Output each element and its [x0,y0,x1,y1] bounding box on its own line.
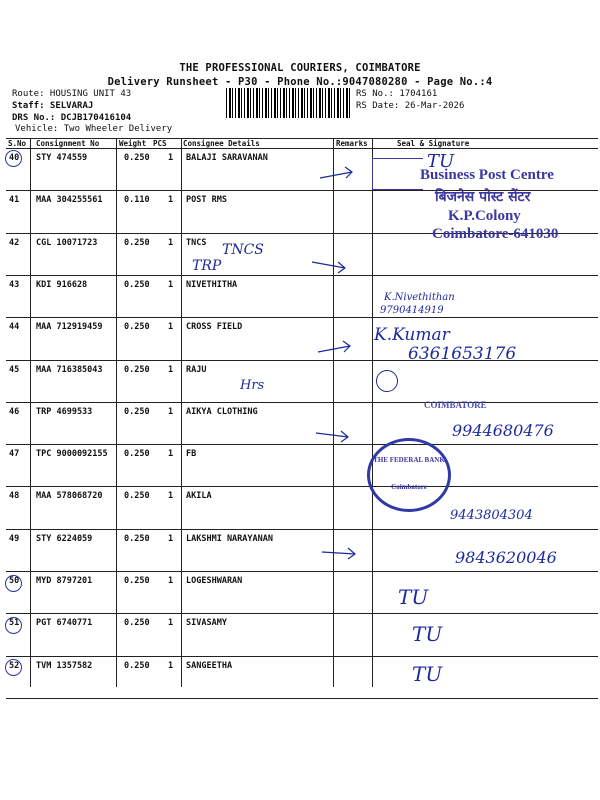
cell-consignee: POST RMS [186,195,227,206]
cell-consignment: MAA 578068720 [36,491,103,502]
row45-mark [376,370,398,392]
cell-weight: 0.250 [124,660,150,671]
sno-circle [5,575,22,592]
cell-weight: 0.250 [124,237,150,248]
cell-weight: 0.250 [124,364,150,375]
row50-tu: TU [398,585,429,609]
cell-consignee: BALAJI SARAVANAN [186,153,268,163]
cell-sno: 51 [9,618,20,629]
post-stamp-line2: बिजनेस पोस्ट सेंटर [435,189,531,205]
cell-weight: 0.250 [124,449,150,460]
arrow-icon [322,548,355,559]
cell-pcs: 1 [168,491,174,502]
cell-pcs: 1 [168,406,174,417]
row51-tu: TU [412,622,443,646]
stamp-bracket [372,158,423,190]
sno-circle [5,659,22,676]
cell-consignment: STY 474559 [36,153,88,163]
col-sno: S.No [8,139,27,148]
barcode [226,88,352,118]
cell-consignment: KDI 916628 [36,279,88,290]
cell-weight: 0.250 [124,491,150,502]
sno-circle [5,617,22,634]
cell-consignee: LAKSHMI NARAYANAN [186,533,273,544]
cell-consignee: RAJU [186,364,207,375]
cell-weight: 0.250 [124,153,150,163]
cell-consignment: PGT 6740771 [36,618,93,629]
cell-consignee: NIVETHITHA [186,279,238,290]
hrs-handwritten: Hrs [240,378,265,393]
cell-pcs: 1 [168,322,174,333]
col-consignee: Consignee Details [183,139,260,148]
sno-circle [5,150,22,167]
cell-consignment: STY 6224059 [36,533,93,544]
cell-consignee: AIKYA CLOTHING [186,406,258,417]
cell-weight: 0.110 [124,195,150,206]
row43-phone: 9790414919 [380,305,444,316]
bank-seal-place: Coimbatore [391,483,427,491]
row49-phone: 9843620046 [455,548,557,567]
post-stamp-line3: K.P.Colony [448,208,521,224]
cell-weight: 0.250 [124,618,150,629]
cell-sno: 45 [9,364,20,375]
cell-consignment: TVM 1357582 [36,660,93,671]
rs-number: RS No.: 1704161 [356,89,438,99]
cell-pcs: 1 [168,153,174,163]
cell-consignment: TRP 4699533 [36,406,93,417]
cell-consignee: SIVASAMY [186,618,227,629]
trp-handwritten: TRP [192,258,222,274]
col-pcs: PCS [153,139,167,148]
cell-pcs: 1 [168,618,174,629]
cell-pcs: 1 [168,576,174,586]
cell-sno: 49 [9,533,20,544]
col-divider [30,138,31,687]
arrow-icon [316,431,348,442]
cell-sno: 50 [9,576,20,586]
rs-date: RS Date: 26-Mar-2026 [356,101,465,111]
cell-weight: 0.250 [124,279,150,290]
cell-pcs: 1 [168,237,174,248]
cell-consignment: MAA 716385043 [36,364,103,375]
col-consignment: Consignment No [36,139,100,148]
cell-weight: 0.250 [124,322,150,333]
cell-sno: 42 [9,237,20,248]
row-divider [6,613,598,614]
col-seal-signature: Seal & Signature [397,139,470,148]
cell-pcs: 1 [168,195,174,206]
coimbatore-stamp: COIMBATORE [424,400,487,410]
cell-sno: 41 [9,195,20,206]
vehicle-label: Vehicle: Two Wheeler Delivery [15,124,173,134]
cell-consignee: TNCS [186,237,207,248]
cell-consignee: FB [186,449,197,460]
drs-label: DRS No.: DCJB170416104 [12,113,132,123]
cell-consignee: SANGEETHA [186,660,233,671]
post-stamp-line4: Coimbatore-641030 [432,226,559,242]
cell-pcs: 1 [168,533,174,544]
cell-weight: 0.250 [124,533,150,544]
cell-pcs: 1 [168,660,174,671]
col-divider [116,138,117,687]
staff-label: Staff: SELVARAJ [12,101,94,111]
cell-sno: 48 [9,491,20,502]
cell-weight: 0.250 [124,406,150,417]
bank-seal [367,438,451,512]
cell-sno: 44 [9,322,20,333]
header-divider [6,148,598,149]
tu-signature: TU [427,151,455,172]
cell-sno: 47 [9,449,20,460]
route-label: Route: HOUSING UNIT 43 [12,89,132,99]
tncs-handwritten: TNCS [222,242,264,258]
bank-seal-name: THE FEDERAL BANK [373,456,445,464]
cell-consignment: MAA 712919459 [36,322,103,333]
row-divider [6,571,598,572]
col-remarks: Remarks [336,139,368,148]
cell-consignment: CGL 10071723 [36,237,98,248]
cell-weight: 0.250 [124,576,150,586]
cell-consignee: CROSS FIELD [186,322,243,333]
remarks-arrows [300,150,380,570]
cell-sno: 40 [9,153,20,163]
table-top-border [6,138,598,139]
runsheet-subtitle: Delivery Runsheet - P30 - Phone No.:9047080280 - Page No.:4 [107,76,493,88]
arrow-icon [312,262,345,273]
post-stamp-line1: Business Post Centre [420,167,554,183]
cell-consignment: MYD 8797201 [36,576,93,586]
row44-phone: 6361653176 [408,344,517,364]
cell-consignee: LOGESHWARAN [186,576,243,586]
company-title: THE PROFESSIONAL COURIERS, COIMBATORE [179,62,421,74]
cell-consignment: MAA 304255561 [36,195,103,206]
row46-phone: 9944680476 [452,421,554,440]
cell-sno: 46 [9,406,20,417]
arrow-icon [318,341,350,352]
col-weight: Weight [119,139,147,148]
col-divider [181,138,182,687]
cell-pcs: 1 [168,364,174,375]
row-divider [6,656,598,657]
cell-sno: 52 [9,660,20,671]
cell-sno: 43 [9,279,20,290]
row44-name: K.Kumar [374,325,450,345]
row48-phone: 9443804304 [450,508,533,523]
row43-name: K.Nivethithan [384,292,455,303]
cell-consignment: TPC 9000092155 [36,449,108,460]
cell-consignee: AKILA [186,491,212,502]
cell-pcs: 1 [168,279,174,290]
row-divider [6,698,598,699]
arrow-icon [320,167,352,178]
row52-tu: TU [412,662,443,686]
cell-pcs: 1 [168,449,174,460]
